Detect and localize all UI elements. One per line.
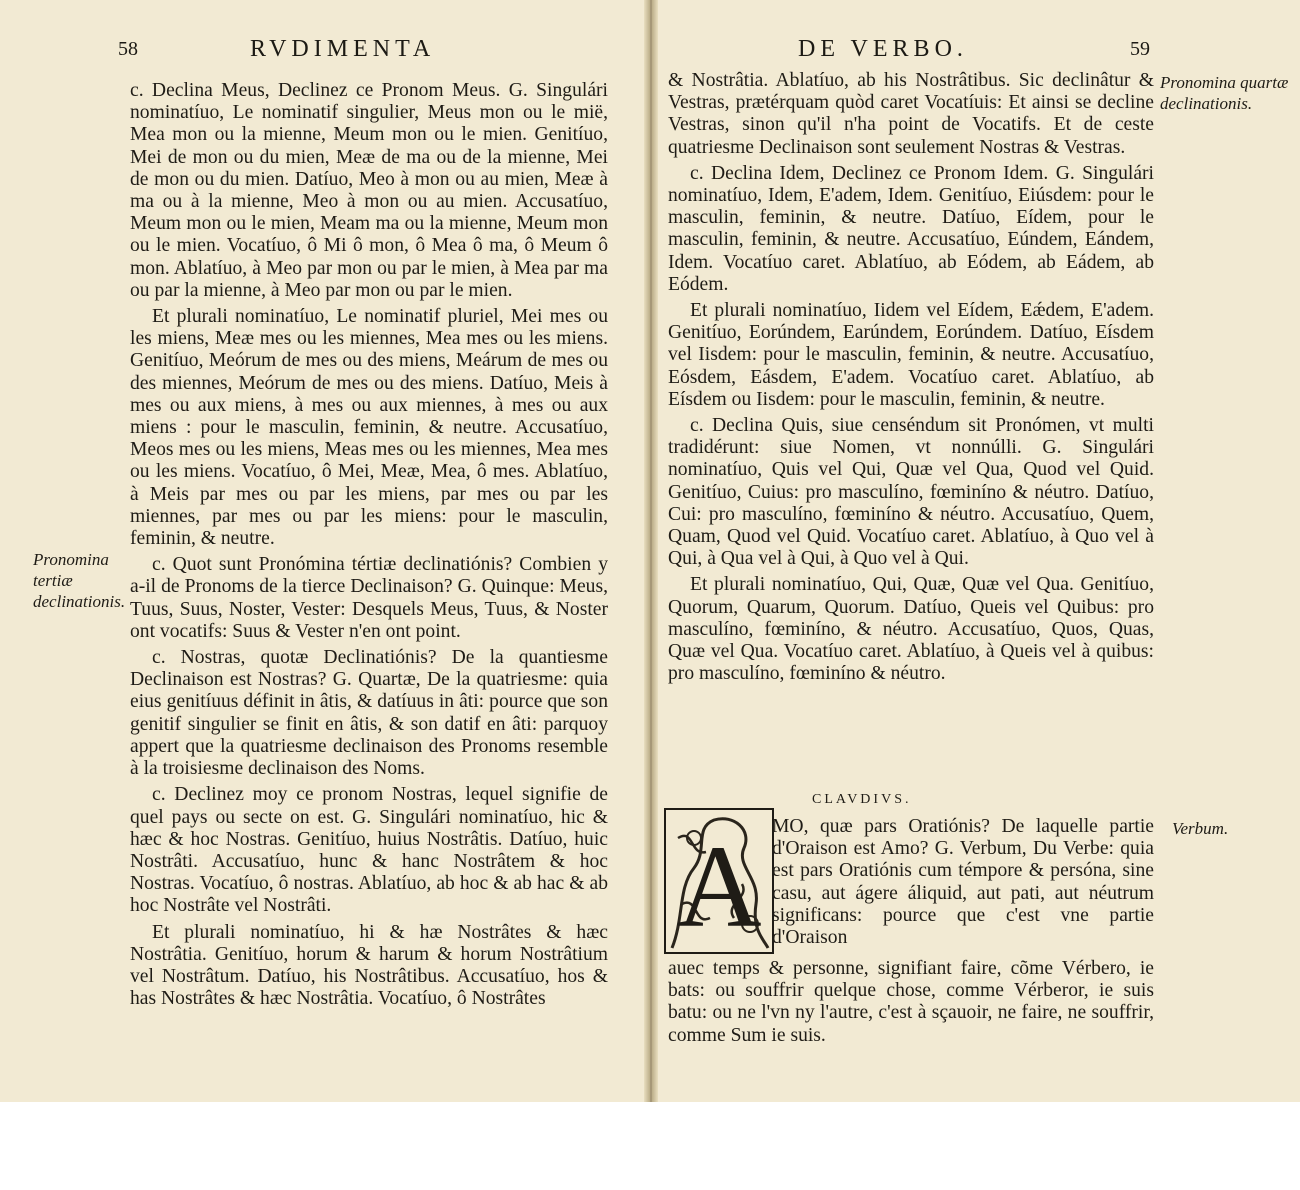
initial-letter: A	[676, 821, 762, 952]
paragraph: c. Declina Meus, Declinez ce Pronom Meus. G. Singulári nominatíuo, Le nominatif singulier, Meus mon ou le mië, Mea mon ou la mienne, Meum mon ou le mien. Genitíuo, Mei de mon ou du mien, Meæ de ma ou de la mienne, Mei de mon ou du mien. Datíuo, Meo à mon ou au mien, Meæ à ma ou à la mienne, Meo à mon ou au mien. Accusatíuo, Meum mon ou le mien, Meam ma ou la mienne, Meum mon ou le mien. Vocatíuo, ô Mi ô mon, ô Mea ô ma, ô Meum ô mon. Ablatíuo, à Meo par mon ou par le mien, à Mea par ma ou par la mienne, à Meo par mon ou par le mien.	[130, 80, 608, 301]
right-page	[652, 0, 1300, 1102]
paragraph: Et plurali nominatíuo, Iidem vel Eídem, Eǽdem, E'adem. Genitíuo, Eorúndem, Earúndem, Eorúndem. Datíuo, Eísdem vel Iisdem: pour le masculin, feminin, & neutre. Accusatíuo, Eósdem, Eásdem, E'adem. Vocatíuo caret. Ablatíuo, ab Eísdem ou Iisdem: pour le masculin, feminin, & neutre.	[668, 300, 1154, 410]
left-page-text	[130, 80, 608, 1014]
paragraph: Et plurali nominatíuo, Qui, Quæ, Quæ vel Qua. Genitíuo, Quorum, Quarum, Quorum. Datíuo, Queis vel Quibus: pro masculíno, fœminíno, & néutro. Accusatíuo, Quos, Quas, Quæ vel Qua. Vocatíuo caret. Ablatíuo, à Queis vel à quibus: pro masculíno, fœminíno & néutro.	[668, 574, 1154, 685]
margin-note: Pronomina tertiæ declinationis.	[33, 550, 126, 611]
paragraph: c. Declinez moy ce pronom Nostras, lequel signifie de quel pays ou secte on est. G. Singulári nominatíuo, hic & hæc & hoc Nostras. Genitíuo, huius Nostrâtis. Datíuo, huic Nostrâti. Accusatíuo, hunc & hanc Nostrâtem & hoc Nostras. Vocatíuo, ô nostras. Ablatíuo, ab hoc & ab hac & ab hoc Nostrâte vel Nostrâti.	[130, 784, 608, 917]
initial-paragraph: MO, quæ pars Oratiónis? De laquelle partie d'Oraison est Amo? G. Verbum, Du Verbe: quia est pars Oratiónis cum témpore & persóna, sine casu, aut ágere áliquid, aut pati, aut néutrum significans: pource que c'est vne partie d'Oraison	[772, 816, 1154, 949]
paragraph: c. Declina Quis, siue censéndum sit Pronómen, vt multi tradidérunt: siue Nomen, vt nonnúlli. G. Singulári nominatíuo, Quis vel Qui, Quæ vel Qua, Quod vel Quid. Genitíuo, Cuius: pro masculíno, fœminíno & néutro. Datíuo, Cui: pro masculíno, fœminíno & néutro. Accusatíuo, Quem, Quam, Quod vel Quid. Vocatíuo caret. Ablatíuo, à Quo vel à Qui, à Qua vel à Qui, à Quo vel à Qui.	[668, 415, 1154, 570]
book-gutter	[644, 0, 658, 1102]
paragraph: c. Quot sunt Pronómina tértiæ declinatiónis? Combien y a-il de Pronoms de la tierce Declinaison? G. Quinque: Meus, Tuus, Suus, Noster, Vester: Desquels Meus, Tuus, & Noster ont vocatifs: Suus & Vester n'en ont point.	[130, 554, 608, 642]
paragraph: c. Declina Idem, Declinez ce Pronom Idem. G. Singulári nominatíuo, Idem, E'adem, Idem. Genitíuo, Eiúsdem: pour le masculin, feminin, & neutre. Datíuo, Eídem, pour le masculin, feminin, & neutre. Accusatíuo, Eúndem, Eándem, Idem. Vocatíuo caret. Ablatíuo, ab Eódem, ab Eádem, ab Eódem.	[668, 162, 1154, 295]
right-page-text	[668, 70, 1154, 689]
paragraph: Et plurali nominatíuo, Le nominatif pluriel, Mei mes ou les miens, Meæ mes ou les miennes, Mea mes ou les miens. Genitíuo, Meórum de mes ou des miens, Meárum de mes ou des miennes, Meórum de mes ou des miens. Datíuo, Meis à mes ou aux miens, à mes ou aux miennes, à mes ou aux miens : pour le masculin, feminin, & neutre. Accusatíuo, Meos mes ou les miens, Meas mes ou les miennes, Mea mes ou les miens. Vocatíuo, ô Mei, Meæ, Mea, ô mes. Ablatíuo, à Meis par mes ou par les miens, par mes ou par les miennes, par mes ou par les miens: pour le masculin, feminin, & neutre.	[130, 306, 608, 550]
speaker-label: CLAVDIVS.	[812, 792, 912, 807]
footer-strip	[0, 1102, 1300, 1190]
running-head: DE VERBO.	[798, 36, 968, 62]
page-number: 59	[1130, 38, 1150, 60]
paragraph: & Nostrâtia. Ablatíuo, ab his Nostrâtibus. Sic declinâtur & Vestras, prætérquam quòd caret Vocatíuis: Et ainsi se decline Vestras, sinon qu'il n'ha point de Vocatifs. Et de ceste quatriesme Declinaison sont seulement Nostras & Vestras.	[668, 70, 1154, 158]
paragraph: Et plurali nominatíuo, hi & hæ Nostrâtes & hæc Nostrâtia. Genitíuo, horum & harum & horum Nostrâtium vel Nostrâtum. Datíuo, his Nostrâtibus. Accusatíuo, hos & has Nostrâtes & hæc Nostrâtia. Vocatíuo, ô Nostrâtes	[130, 921, 608, 1010]
running-head: RVDIMENTA	[250, 36, 436, 62]
page-number: 58	[118, 38, 138, 60]
paragraph: c. Nostras, quotæ Declinatiónis? De la quantiesme Declinaison est Nostras? G. Quartæ, De la quatriesme: quia eius genitíuus définit in âtis, & datíuus in âti: pource que son genitif singulier se finit en âtis, & son datif en âti: parquoy appert que la quatriesme declinaison des Pronoms resemble à la troisiesme declinaison des Noms.	[130, 647, 608, 780]
margin-note: Pronomina quartæ declinationis.	[1160, 73, 1289, 113]
margin-note: Verbum.	[1172, 819, 1229, 838]
left-page	[0, 0, 648, 1102]
closing-paragraph: auec temps & personne, signifiant faire, cõme Vérbero, ie bats: ou souffrir quelque chose, comme Vérberor, ie suis batu: ou ne l'vn ny l'autre, c'est à sçauoir, ne faire, ne souffrir, comme Sum ie suis.	[668, 958, 1154, 1046]
decorated-initial-icon	[664, 808, 774, 954]
